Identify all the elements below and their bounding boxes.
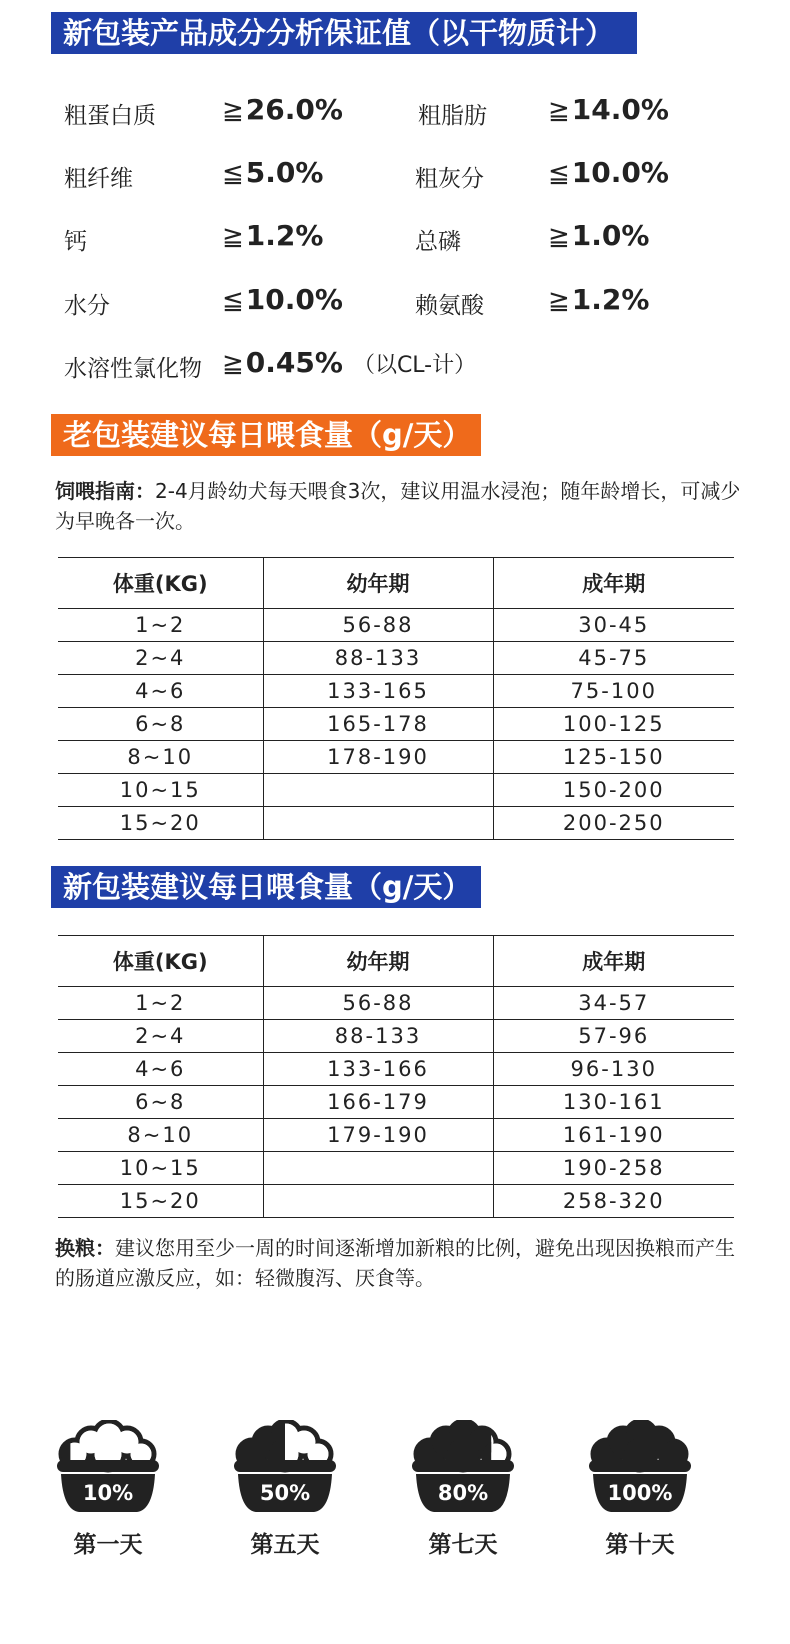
spec-symbol: ≦ — [222, 286, 244, 316]
spec-symbol: ≧ — [222, 349, 244, 379]
cell-puppy: 133-165 — [263, 675, 493, 708]
feeding-guide-label: 饲喂指南： — [55, 479, 155, 503]
cell-puppy — [263, 1152, 493, 1185]
table-row — [58, 741, 734, 774]
header-adult: 成年期 — [493, 936, 734, 987]
step-percent: 80% — [437, 1481, 489, 1505]
header-puppy: 幼年期 — [263, 558, 493, 609]
cell-adult: 75-100 — [493, 675, 734, 708]
table-row — [58, 675, 734, 708]
spec-item — [64, 283, 343, 320]
table-row — [58, 1086, 734, 1119]
cell-weight: 4~6 — [135, 679, 186, 703]
step-day: 第七天 — [428, 1532, 498, 1558]
cell-weight: 2~4 — [135, 1024, 186, 1048]
new-feeding-table — [58, 935, 734, 1218]
spec-name: 水分 — [64, 293, 110, 319]
spec-name: 赖氨酸 — [415, 293, 484, 319]
spec-note: （以CL-计） — [352, 353, 477, 378]
cell-adult: 150-200 — [493, 774, 734, 807]
table-row — [58, 1053, 734, 1086]
header-weight: 体重(KG) — [112, 950, 208, 974]
cell-weight: 8~10 — [127, 1123, 194, 1147]
spec-value: 26.0% — [245, 93, 343, 126]
cell-weight: 6~8 — [135, 712, 186, 736]
header-puppy: 幼年期 — [263, 936, 493, 987]
food-bowl-icon — [230, 1420, 340, 1518]
spec-item — [415, 283, 650, 320]
table-row — [58, 1185, 734, 1218]
cell-adult: 45-75 — [493, 642, 734, 675]
table-row — [58, 1152, 734, 1185]
cell-puppy — [263, 807, 493, 840]
cell-puppy: 165-178 — [263, 708, 493, 741]
cell-adult: 130-161 — [493, 1086, 734, 1119]
step-percent: 100% — [607, 1481, 673, 1505]
food-bowl-icon — [585, 1420, 695, 1518]
transition-step — [580, 1420, 700, 1559]
cell-adult: 96-130 — [493, 1053, 734, 1086]
table-row — [58, 1119, 734, 1152]
cell-weight: 10~15 — [119, 1156, 201, 1180]
transition-text: 建议您用至少一周的时间逐渐增加新粮的比例，避免出现因换粮而产生的肠道应激反应，如：轻微腹泻、厌食等。 — [55, 1236, 735, 1290]
cell-puppy: 179-190 — [263, 1119, 493, 1152]
cell-weight: 2~4 — [135, 646, 186, 670]
table-row — [58, 987, 734, 1020]
spec-item — [64, 219, 324, 256]
table-row — [58, 807, 734, 840]
spec-item — [415, 219, 650, 256]
spec-value: 1.2% — [571, 283, 650, 316]
transition-step — [403, 1420, 523, 1559]
cell-weight: 1~2 — [135, 991, 186, 1015]
cell-adult: 161-190 — [493, 1119, 734, 1152]
cell-weight: 8~10 — [127, 745, 194, 769]
table-header-row — [58, 936, 734, 987]
table-header-row — [58, 558, 734, 609]
transition-note — [55, 1233, 745, 1293]
spec-name: 水溶性氯化物 — [64, 356, 202, 382]
spec-name: 总磷 — [415, 229, 461, 255]
new-feeding-title: 新包装建议每日喂食量（g/天） — [51, 866, 481, 908]
transition-step — [225, 1420, 345, 1559]
spec-name: 粗蛋白质 — [64, 103, 156, 129]
cell-puppy: 88-133 — [263, 1020, 493, 1053]
feeding-guide-text: 2-4月龄幼犬每天喂食3次，建议用温水浸泡；随年龄增长，可减少为早晚各一次。 — [55, 479, 741, 533]
spec-symbol: ≧ — [548, 96, 570, 126]
cell-puppy: 56-88 — [263, 609, 493, 642]
spec-value: 14.0% — [571, 93, 669, 126]
step-day: 第十天 — [605, 1532, 675, 1558]
cell-puppy: 56-88 — [263, 987, 493, 1020]
cell-puppy: 133-166 — [263, 1053, 493, 1086]
table-row — [58, 642, 734, 675]
cell-puppy: 166-179 — [263, 1086, 493, 1119]
cell-puppy: 88-133 — [263, 642, 493, 675]
header-weight: 体重(KG) — [112, 572, 208, 596]
step-day: 第一天 — [73, 1532, 143, 1558]
old-feeding-title: 老包装建议每日喂食量（g/天） — [51, 414, 481, 456]
cell-adult: 190-258 — [493, 1152, 734, 1185]
feeding-guide — [55, 476, 745, 536]
cell-adult: 30-45 — [493, 609, 734, 642]
spec-item — [64, 156, 324, 193]
step-percent: 50% — [259, 1481, 311, 1505]
cell-weight: 15~20 — [119, 1189, 201, 1213]
food-bowl-icon — [53, 1420, 163, 1518]
spec-value: 10.0% — [571, 156, 669, 189]
cell-puppy — [263, 774, 493, 807]
analysis-title: 新包装产品成分分析保证值（以干物质计） — [51, 12, 637, 54]
spec-symbol: ≧ — [222, 96, 244, 126]
transition-step — [48, 1420, 168, 1559]
spec-name: 粗脂肪 — [418, 103, 487, 129]
food-bowl-icon — [408, 1420, 518, 1518]
table-row — [58, 609, 734, 642]
spec-value: 10.0% — [245, 283, 343, 316]
spec-symbol: ≦ — [222, 159, 244, 189]
spec-item — [418, 93, 669, 130]
spec-value: 1.2% — [245, 219, 324, 252]
spec-symbol: ≧ — [548, 286, 570, 316]
transition-label: 换粮： — [55, 1236, 115, 1260]
spec-item — [415, 156, 669, 193]
spec-item — [64, 346, 477, 383]
step-percent: 10% — [82, 1481, 134, 1505]
spec-name: 粗纤维 — [64, 166, 133, 192]
table-row — [58, 708, 734, 741]
cell-adult: 125-150 — [493, 741, 734, 774]
spec-value: 5.0% — [245, 156, 324, 189]
spec-symbol: ≦ — [548, 159, 570, 189]
cell-weight: 15~20 — [119, 811, 201, 835]
cell-adult: 100-125 — [493, 708, 734, 741]
spec-symbol: ≧ — [548, 222, 570, 252]
cell-weight: 1~2 — [135, 613, 186, 637]
spec-item — [64, 93, 343, 130]
table-row — [58, 774, 734, 807]
spec-value: 0.45% — [245, 346, 343, 379]
spec-symbol: ≧ — [222, 222, 244, 252]
cell-adult: 57-96 — [493, 1020, 734, 1053]
old-feeding-table — [58, 557, 734, 840]
spec-name: 钙 — [64, 229, 87, 255]
header-adult: 成年期 — [493, 558, 734, 609]
spec-name: 粗灰分 — [415, 166, 484, 192]
cell-weight: 10~15 — [119, 778, 201, 802]
cell-weight: 6~8 — [135, 1090, 186, 1114]
cell-puppy: 178-190 — [263, 741, 493, 774]
cell-weight: 4~6 — [135, 1057, 186, 1081]
spec-value: 1.0% — [571, 219, 650, 252]
cell-adult: 34-57 — [493, 987, 734, 1020]
cell-adult: 200-250 — [493, 807, 734, 840]
cell-puppy — [263, 1185, 493, 1218]
step-day: 第五天 — [250, 1532, 320, 1558]
cell-adult: 258-320 — [493, 1185, 734, 1218]
table-row — [58, 1020, 734, 1053]
